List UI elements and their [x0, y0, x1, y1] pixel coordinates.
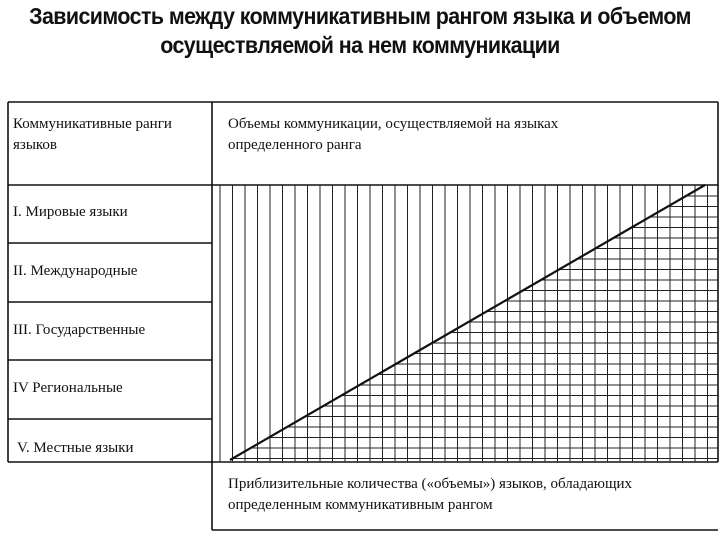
footer-line-2: определенным коммуникативным рангом — [228, 497, 493, 513]
row-label-local: V. Местные языки — [17, 440, 134, 456]
header-left-line-2: языков — [13, 137, 58, 153]
row-label-regional: IV Региональные — [13, 380, 123, 396]
header-right-line-1: Объемы коммуникации, осуществляемой на языках — [228, 116, 559, 132]
header-right-line-2: определенного ранга — [228, 137, 362, 153]
diagonal-line — [230, 185, 705, 460]
footer-caption — [228, 474, 632, 516]
row-label-state: III. Государственные — [13, 322, 146, 338]
header-left-line-1: Коммуникативные ранги — [13, 116, 172, 132]
footer-line-1: Приблизительные количества («объемы») языков, обладающих — [228, 476, 633, 492]
title-line-1: Зависимость между коммуникативным рангом языка и объемом — [29, 3, 691, 29]
title-line-2: осуществляемой на нем коммуникации — [160, 32, 560, 58]
header-right — [228, 114, 558, 156]
row-label-world: I. Мировые языки — [13, 204, 128, 220]
row-label-international: II. Международные — [13, 263, 138, 279]
table-frame — [8, 102, 718, 530]
header-left — [13, 114, 172, 156]
